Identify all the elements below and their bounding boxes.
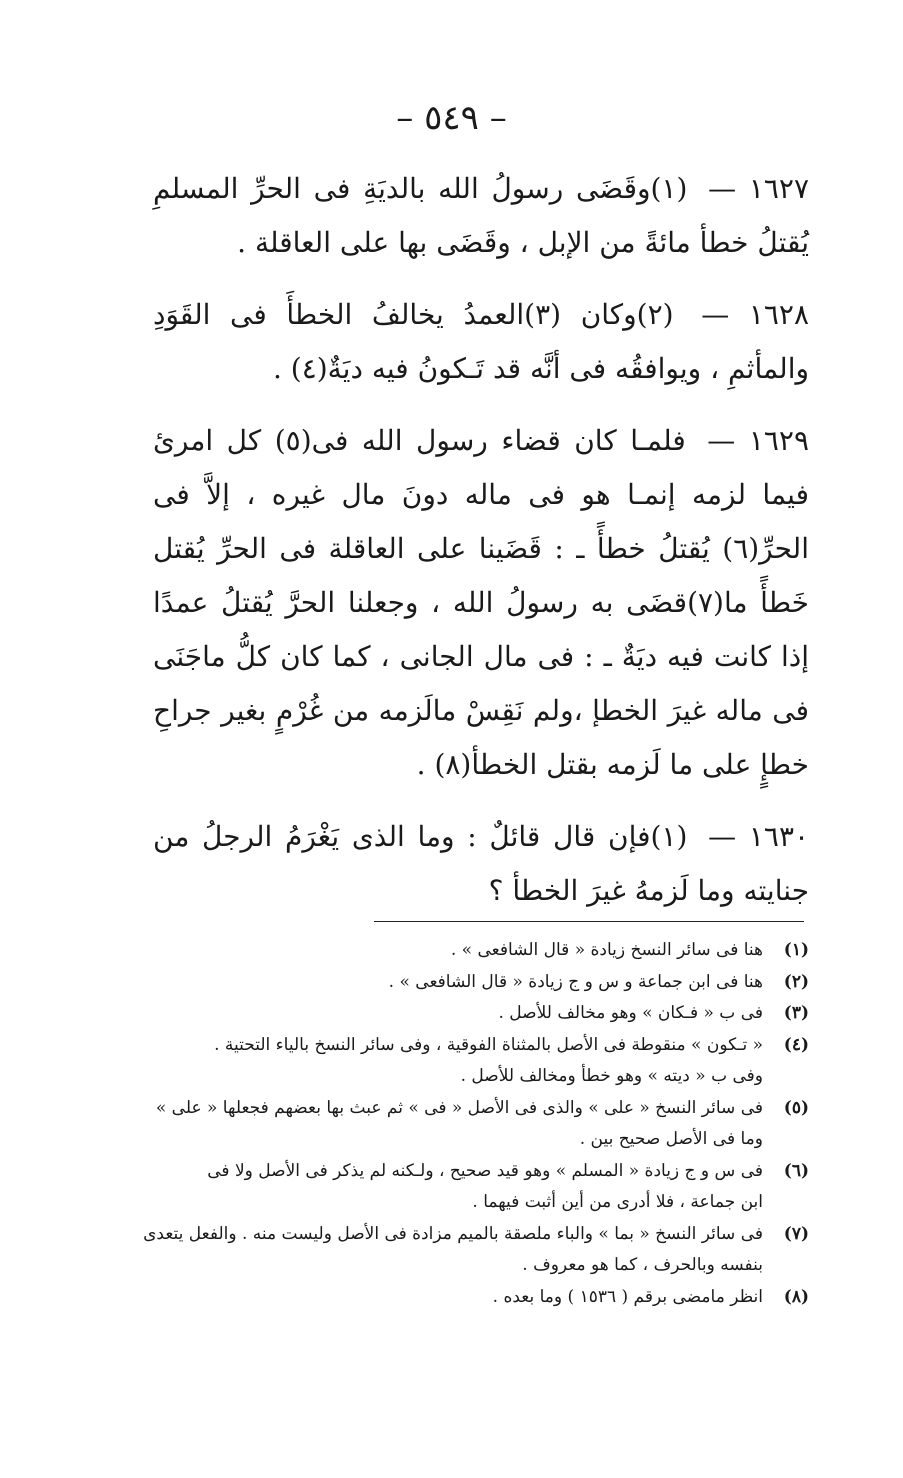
footnote-line: فى سائر النسخ « على » والذى فى الأصل « فى » ثم عبث بها بعضهم فجعلها « على » (155, 1097, 763, 1118)
footnote-line: هنا فى سائر النسخ زيادة « قال الشافعى » . (450, 940, 763, 960)
paragraph-text: (١)وقَضَى رسولُ الله بالديَةِ فى الحرِّ المسلمِ يُقتلُ خطأ مائةً من الإبل ، وقَضَى بها على العاقلة . (153, 172, 809, 259)
footnote-number: (٦) (783, 1160, 809, 1181)
footnote-line: انظر مامضى برقم ( ١٥٣٦ ) وما بعده . (492, 1286, 763, 1307)
footnote-number: (٨) (783, 1286, 809, 1307)
paragraph-number: ١٦٢٨ — (701, 298, 809, 331)
footnote-number: (٥) (783, 1097, 809, 1118)
footnote-line: فى سائر النسخ « بما » والباء ملصقة بالميم مزادة فى الأصل وليست منه . والفعل يتعدى (143, 1223, 763, 1244)
footnote-line: وفى ب « ديته » وهو خطأ ومخالف للأصل . (460, 1066, 763, 1086)
main-text (153, 162, 809, 936)
footnote-number: (٤) (783, 1034, 809, 1055)
footnote-7 (129, 1219, 809, 1282)
footnote-1 (129, 935, 809, 967)
paragraph-number: ١٦٣٠ — (708, 820, 810, 853)
footnote-line: فى ب « فـكان » وهو مخالف للأصل . (498, 1003, 763, 1023)
footnote-3 (129, 998, 809, 1030)
paragraph-1628 (153, 288, 809, 396)
footnote-separator (374, 921, 804, 922)
paragraph-text: (٢)وكان (٣)العمدُ يخالفُ الخطأَ فى القَوَدِ والمأثمِ ، ويوافقُه فى أنَّه قد تَـكونُ فيه ديَةٌ(٤) . (153, 298, 809, 385)
footnote-2 (129, 967, 809, 999)
footnote-number: (٣) (783, 1003, 809, 1023)
footnote-8 (129, 1282, 809, 1314)
footnote-line: هنا فى ابن جماعة و س و ج زيادة « قال الشافعى » . (388, 971, 763, 992)
footnote-number: (١) (783, 940, 809, 960)
footnote-6 (129, 1156, 809, 1219)
paragraph-number: ١٦٢٧ — (708, 172, 809, 205)
footnote-4 (129, 1030, 809, 1093)
footnote-line: فى س و ج زيادة « المسلم » وهو قيد صحيح ، ولـكنه لم يذكر فى الأصل ولا فى (207, 1160, 763, 1181)
footnotes (129, 935, 809, 1313)
paragraph-1630 (153, 810, 809, 918)
paragraph-1627 (153, 162, 809, 270)
footnote-line: وما فى الأصل صحيح بين . (579, 1129, 763, 1149)
footnote-line: بنفسه وبالحرف ، كما هو معروف . (522, 1255, 763, 1275)
paragraph-1629 (153, 414, 809, 792)
footnote-number: (٧) (783, 1223, 809, 1244)
footnote-5 (129, 1093, 809, 1156)
page-number: – ٥٤٩ – (396, 98, 507, 138)
paragraph-text: فلمـا كان قضاء رسول الله فى(٥) كل امرئ فيما لزمه إنمـا هو فى ماله دونَ مال غيره ، إلاَّ فى الحرِّ(٦) يُقتلُ خطأً ـ : قَضَينا على العاقلة فى الحرِّ يُقتل خَطأً ما(٧)قضَى به رسولُ الله ، وجعلنا الحرَّ يُقتلُ عمدًا إذا كانت فيه ديَةٌ ـ : فى مال الجانى ، كما كان كلُّ ماجَنَى فى ماله غيرَ الخطإ ،ولم نَقِسْ مالَزمه من غُرْمٍ بغير جراحِ خطإٍ على ما لَزمه بقتل الخطأ(٨) . (153, 424, 809, 781)
paragraph-number: ١٦٢٩ — (707, 424, 809, 457)
footnote-line: ابن جماعة ، فلا أدرى من أين أثبت فيهما . (472, 1192, 763, 1212)
footnote-line: « تـكون » منقوطة فى الأصل بالمثناة الفوقية ، وفى سائر النسخ بالياء التحتية . (214, 1034, 763, 1055)
footnote-number: (٢) (783, 971, 809, 992)
paragraph-text: (١)فإن قال قائلٌ : وما الذى يَغْرَمُ الرجلُ من جنايته وما لَزمهُ غيرَ الخطأ ؟ (153, 820, 809, 907)
